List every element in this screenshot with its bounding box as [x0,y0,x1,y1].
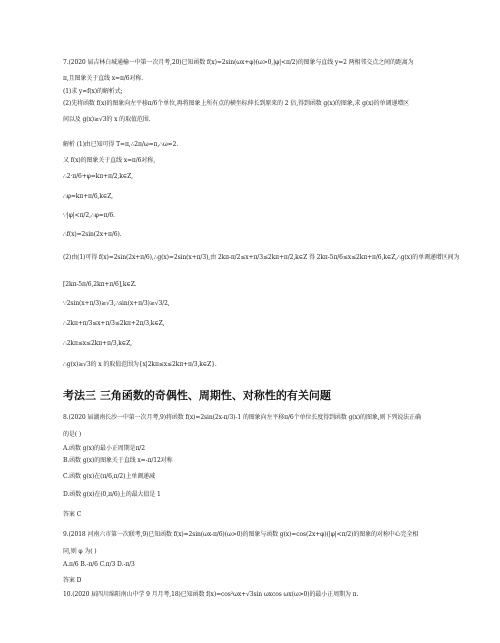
problem7-part2-line2: 间以及 g(x)≥√3的 x 的取值范围. [63,116,151,123]
problem7-solution-line5: ∵|φ|<π/2,∴φ=π/6. [63,212,115,219]
problem8-stem-line1: 8.(2020 届湖南长沙一中第一次月考,9)将函数 f(x)=2sin(2x-π/3)-1 的图象向左平移π/6个单位长度得到函数 g(x)的图象,则下列说法正确 [63,414,421,421]
problem7-solution-line12: ∴g(x)≥√3的 x 的取值范围为{x|2kπ≤x≤2kπ+π/3,k∈Z}. [63,361,217,368]
problem7-part1: (1)求 y=f(x)的解析式; [63,88,123,95]
problem9-options: A.π/6 B.-π/6 C.π/3 D.-π/3 [63,561,135,568]
problem9-stem-line1: 9.(2018 河南六市第一次联考,9)已知函数 f(x)=2sin(ωx-π/6)(ω>0)的图象与函数 g(x)=cos(2x+φ)(|φ|<π/2)的图象的对称中心完全相 [63,531,419,538]
problem9-stem-line2: 同,则 φ 为( ) [63,548,97,555]
problem8-answer: 答案 C [63,511,82,518]
section-heading: 考法三 三角函数的奇偶性、周期性、对称性的有关问题 [63,389,331,402]
problem7-stem-line1: 7.(2020 届吉林白城通榆一中第一次月考,20)已知函数 f(x)=2sin(ωx+φ)(ω>0,|φ|<π/2)的图象与直线 y=2 两相邻交点之间的距离为 [63,59,414,66]
problem8-stem-line2: 的是( ) [63,431,82,438]
problem8-option-a: A.函数 g(x)的最小正周期是π/2 [63,445,145,452]
problem7-stem-line2: π,且图象关于直线 x=π/6对称. [63,75,144,82]
problem7-solution-line10: ∴2kπ+π/3≤x+π/3≤2kπ+2π/3,k∈Z, [63,320,165,327]
problem7-solution-line3: ∴2·π/6+φ=kπ+π/2,k∈Z, [63,173,133,180]
problem7-solution-line4: ∴φ=kπ+π/6,k∈Z, [63,193,113,200]
problem8-option-c: C.函数 g(x)在(π/6,π/2)上单调递减 [63,473,155,480]
problem7-solution-line7: (2)由(1)可得 f(x)=2sin(2x+π/6),∴g(x)=2sin(x+π/3),由 2kπ-π/2≤x+π/3≤2kπ+π/2,k∈Z 得 2kπ-5π/6≤x≤2kπ+π/6,k∈Z,∴g(x)的单调递增区间为 [63,254,460,261]
problem8-option-d: D.函数 g(x)在(0,π/6)上的最大值是 1 [63,491,161,498]
problem7-solution-line11: ∴2kπ≤x≤2kπ+π/3,k∈Z, [63,340,132,347]
problem7-solution-line2: 又 f(x)的图象关于直线 x=π/6对称, [63,157,156,164]
problem7-solution-line8: [2kπ-5π/6,2kπ+π/6],k∈Z. [63,281,137,288]
problem9-answer: 答案 D [63,577,82,584]
problem10-stem-line1: 10.(2020 届四川绵阳南山中学 9 月月考,18)已知函数 f(x)=cos²ωx+√3sin ωxcos ωx(ω>0)的最小正周期为 π. [63,591,359,598]
problem8-option-b: B.函数 g(x)的图象关于直线 x=-π/12对称 [63,457,173,464]
problem7-part2-line1: (2)先将函数 f(x)的图象向左平移π/6个单位,再将图象上所有点的横坐标伸长到原来的 2 倍,得到函数 g(x)的图象,求 g(x)的单调递增区 [63,100,410,107]
problem7-solution-line1: 解析 (1)由已知可得 T=π,∴2π/ω=π,∴ω=2. [63,141,179,148]
problem7-solution-line9: ∵2sin(x+π/3)≥√3,∴sin(x+π/3)≥√3/2, [63,300,170,307]
problem7-solution-line6: ∴f(x)=2sin(2x+π/6). [63,231,122,238]
